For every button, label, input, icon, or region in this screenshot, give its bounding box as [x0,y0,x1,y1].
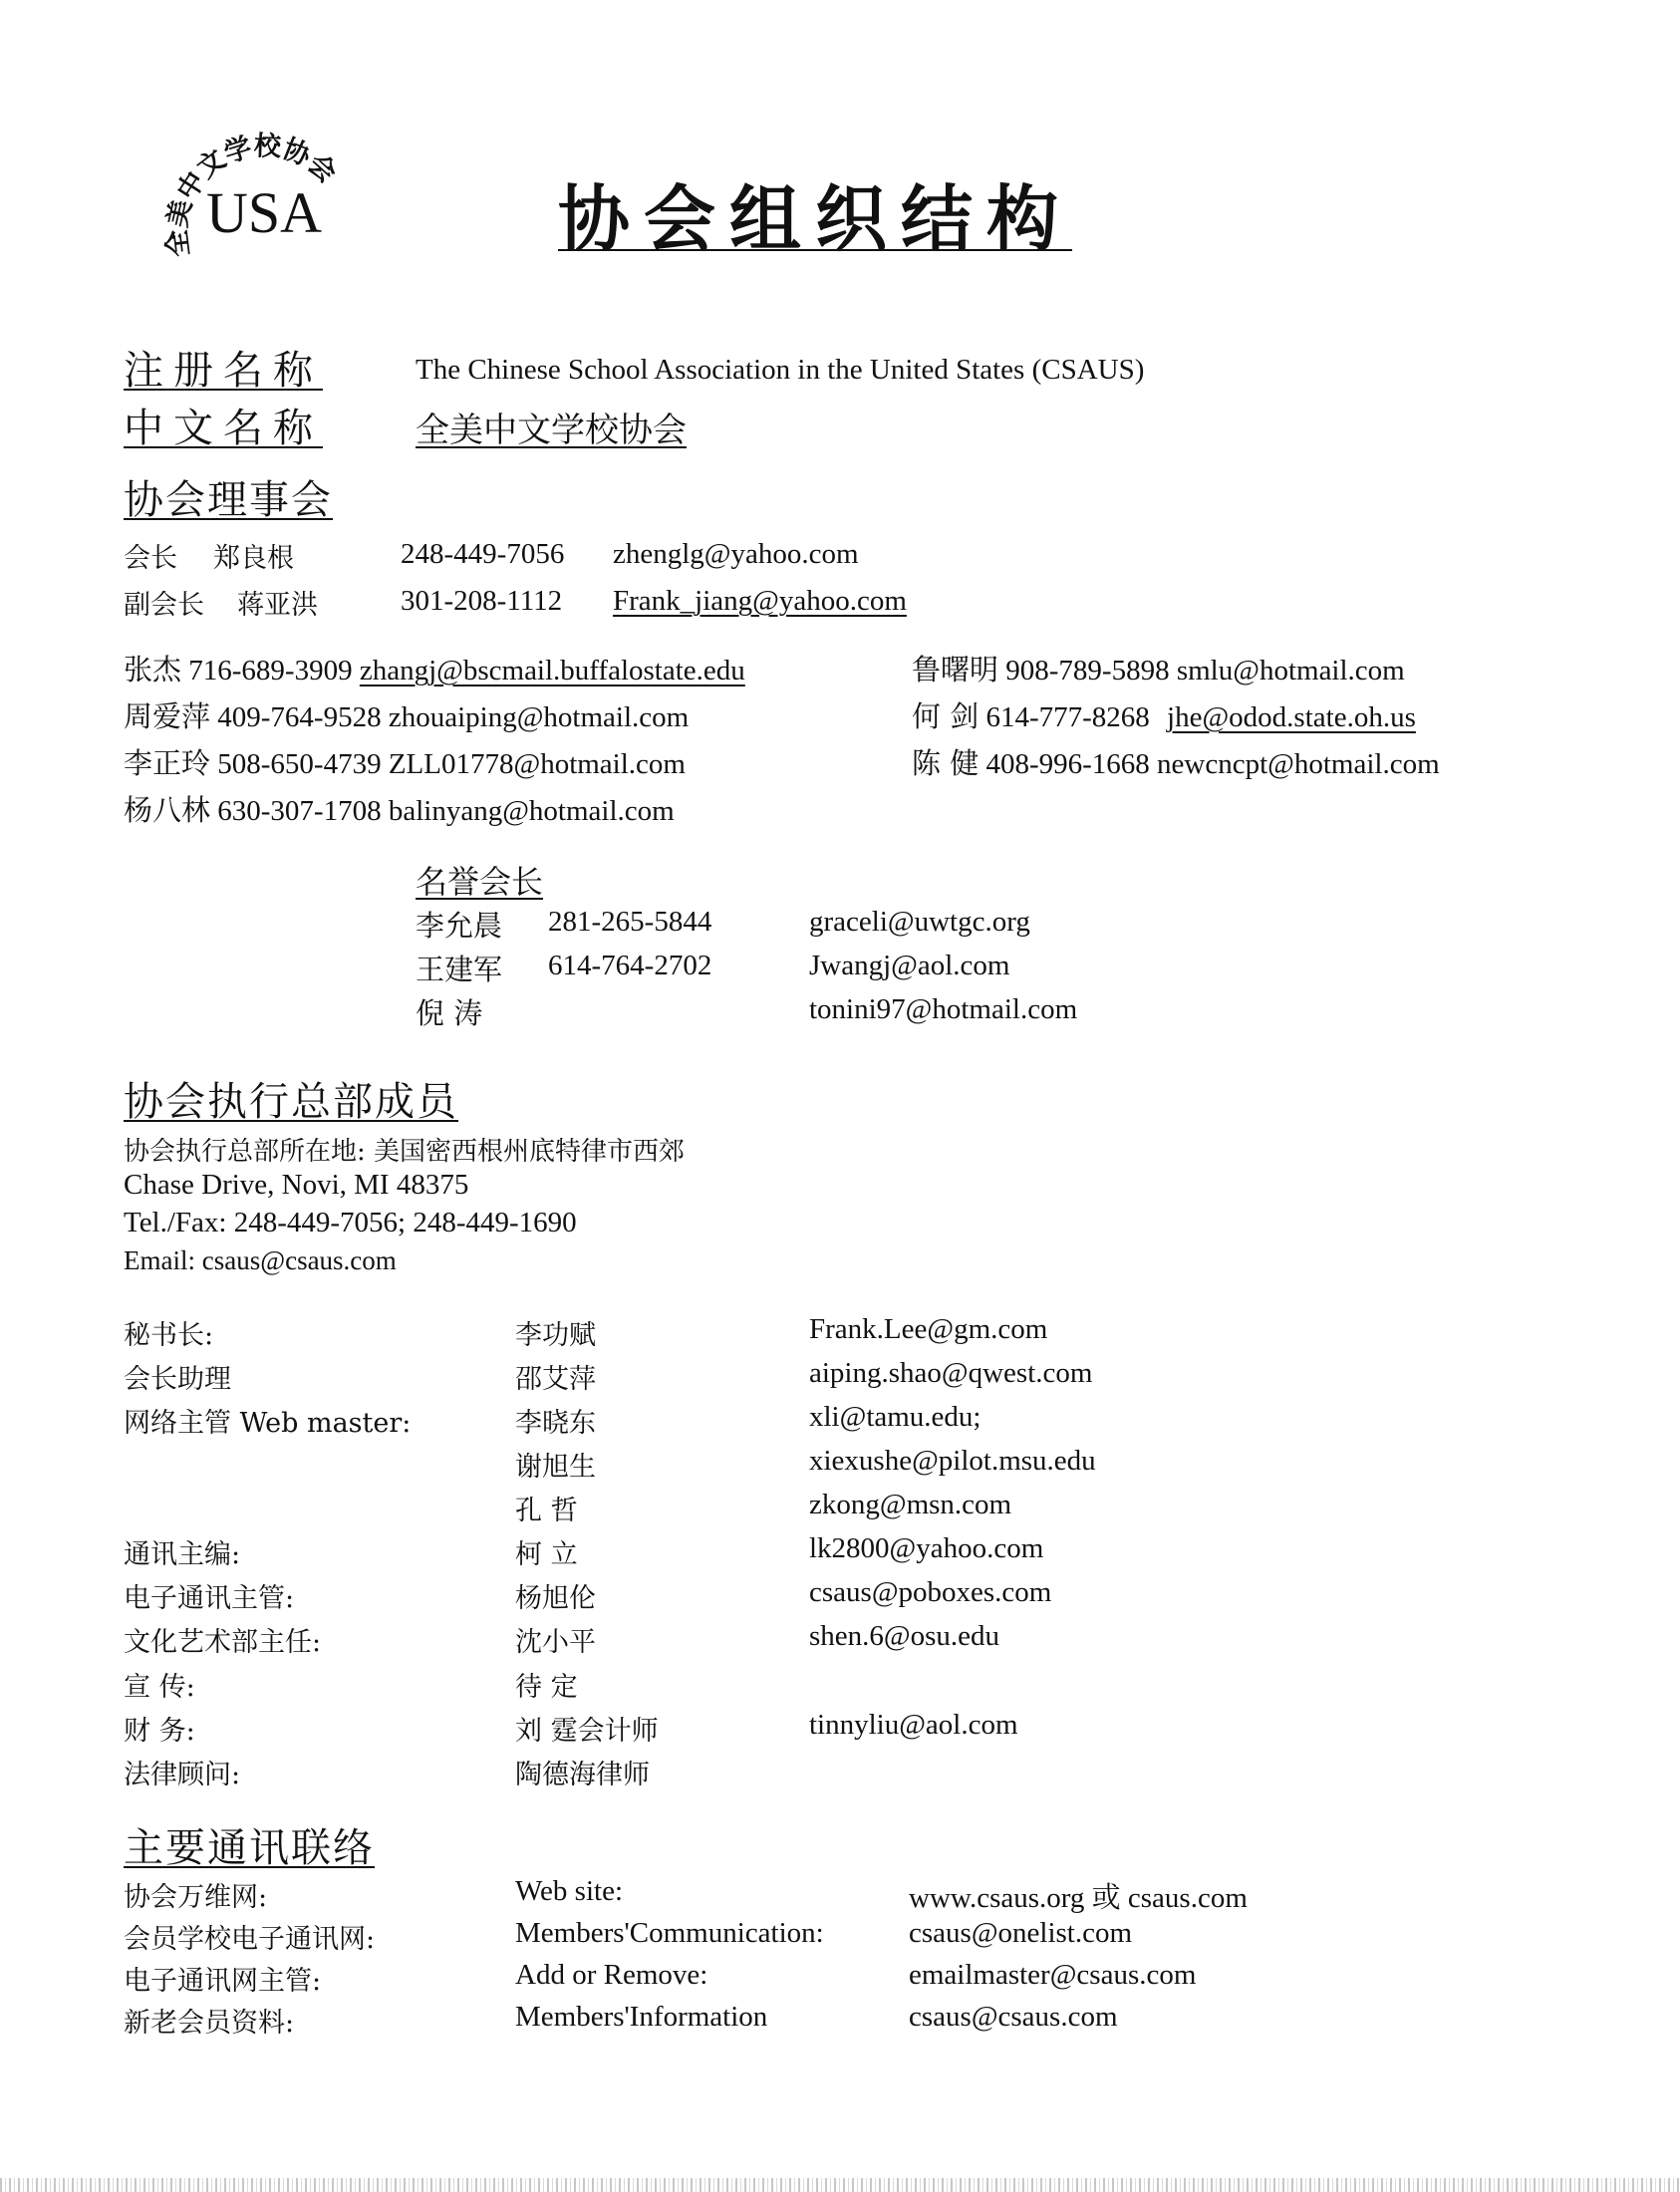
board-member-phone: 614-777-8268 [985,701,1150,733]
staff-name: 邵艾萍 [515,1364,596,1395]
vice-president-email[interactable]: Frank_jiang@yahoo.com [613,585,907,617]
registered-name-value: The Chinese School Association in the United States (CSAUS) [416,354,1145,386]
staff-name: 杨旭伦 [515,1583,596,1614]
staff-email: csaus@poboxes.com [809,1576,1052,1608]
association-logo [159,118,369,307]
board-member-email: smlu@hotmail.com [1176,655,1405,686]
registered-name-label: 注册名称 [124,348,323,394]
board-member-email: ZLL01778@hotmail.com [388,748,686,780]
honorary-phone: 614-764-2702 [548,950,712,981]
board-member-name: 何 剑 [912,699,980,733]
board-member-row [912,648,1405,688]
board-member-phone: 508-650-4739 [217,748,382,780]
contact-label: 电子通讯网主管: [124,1966,322,1997]
board-member-email: balinyang@hotmail.com [388,795,675,827]
staff-role: 宣 传: [124,1672,195,1703]
board-member-phone: 408-996-1668 [985,748,1150,780]
honorary-email: tonini97@hotmail.com [809,993,1078,1025]
contacts-heading: 主要通讯联络 [124,1825,375,1871]
board-member-row [124,741,686,782]
board-member-phone: 409-764-9528 [217,701,382,733]
board-member-name: 张杰 [124,653,182,686]
staff-email: lk2800@yahoo.com [809,1532,1044,1564]
staff-email: shen.6@osu.edu [809,1620,1000,1652]
board-member-name: 陈 健 [912,746,980,780]
board-member-name: 杨八林 [124,793,211,827]
staff-email: xiexushe@pilot.msu.edu [809,1445,1096,1477]
contact-value: csaus@csaus.com [909,2001,1118,2033]
staff-email: xli@tamu.edu; [809,1401,981,1433]
staff-role: 网络主管 Web master: [124,1408,412,1439]
chinese-name-label: 中文名称 [124,406,323,451]
contact-desc: Members'Information [515,2001,768,2033]
board-member-email[interactable]: jhe@odod.state.oh.us [1167,701,1416,733]
executive-heading: 协会执行总部成员 [124,1079,458,1125]
honorary-email: graceli@uwtgc.org [809,906,1030,938]
contact-desc: Members'Communication: [515,1917,824,1949]
vice-president-name: 蒋亚洪 [237,590,318,621]
board-heading: 协会理事会 [124,477,333,523]
page-title: 协会组织结构 [558,176,1073,261]
president-role: 会长 [124,543,177,574]
staff-name: 待 定 [515,1672,578,1703]
staff-name: 陶德海律师 [515,1760,650,1790]
staff-name: 李功赋 [515,1320,596,1351]
executive-address: Chase Drive, Novi, MI 48375 [124,1169,469,1201]
contact-value: www.csaus.org 或 csaus.com [909,1882,1248,1914]
staff-name: 孔 哲 [515,1496,578,1526]
contact-value: csaus@onelist.com [909,1917,1133,1949]
board-member-row [912,741,1440,782]
staff-role: 财 务: [124,1716,195,1747]
contact-desc: Add or Remove: [515,1959,708,1991]
board-member-email: zhouaiping@hotmail.com [388,701,690,733]
board-member-email[interactable]: zhangj@bscmail.buffalostate.edu [359,655,745,686]
contact-label: 协会万维网: [124,1882,268,1913]
board-member-phone: 716-689-3909 [188,655,353,686]
honorary-heading: 名誉会长 [416,863,544,901]
board-member-row [124,648,745,688]
vice-president-role: 副会长 [124,590,204,621]
staff-name: 沈小平 [515,1627,596,1658]
board-member-row [124,788,675,829]
board-member-phone: 630-307-1708 [217,795,382,827]
board-member-phone: 908-789-5898 [1005,655,1170,686]
board-member-email: newcncpt@hotmail.com [1157,748,1440,780]
contact-label: 新老会员资料: [124,2008,295,2039]
staff-role: 文化艺术部主任: [124,1627,322,1658]
logo-ring-text: 全美中文学校协会 [161,131,343,259]
contact-desc: Web site: [515,1875,623,1907]
board-member-name: 鲁曙明 [912,653,999,686]
staff-role: 电子通讯主管: [124,1583,295,1614]
contact-label: 会员学校电子通讯网: [124,1924,376,1955]
staff-role: 通讯主编: [124,1539,241,1570]
board-member-row [124,694,689,735]
staff-email: zkong@msn.com [809,1489,1012,1520]
staff-name: 刘 霆会计师 [515,1716,659,1747]
board-member-row [912,694,1416,735]
staff-email: aiping.shao@qwest.com [809,1357,1093,1389]
president-phone: 248-449-7056 [401,538,565,570]
staff-name: 李晓东 [515,1408,596,1439]
staff-role: 会长助理 [124,1364,231,1395]
staff-name: 谢旭生 [515,1452,596,1483]
executive-telfax: Tel./Fax: 248-449-7056; 248-449-1690 [124,1207,577,1238]
honorary-name: 王建军 [416,953,503,986]
staff-role: 法律顾问: [124,1760,241,1790]
executive-location: 协会执行总部所在地: 美国密西根州底特律市西郊 [124,1137,686,1167]
chinese-name-value: 全美中文学校协会 [416,411,687,450]
logo-center-text: USA [205,180,323,245]
contact-value: emailmaster@csaus.com [909,1959,1197,1991]
honorary-name: 倪 涛 [416,996,483,1030]
president-name: 郑良根 [213,543,294,574]
staff-role: 秘书长: [124,1320,214,1351]
scan-artifact [0,2178,1680,2192]
honorary-name: 李允晨 [416,909,503,943]
board-member-name: 周爱萍 [124,699,211,733]
staff-email: Frank.Lee@gm.com [809,1313,1048,1345]
honorary-phone: 281-265-5844 [548,906,712,938]
staff-name: 柯 立 [515,1539,578,1570]
president-email: zhenglg@yahoo.com [613,538,859,570]
executive-email: Email: csaus@csaus.com [124,1245,397,1275]
staff-email: tinnyliu@aol.com [809,1709,1018,1741]
vice-president-phone: 301-208-1112 [401,585,563,617]
honorary-email: Jwangj@aol.com [809,950,1010,981]
board-member-name: 李正玲 [124,746,211,780]
